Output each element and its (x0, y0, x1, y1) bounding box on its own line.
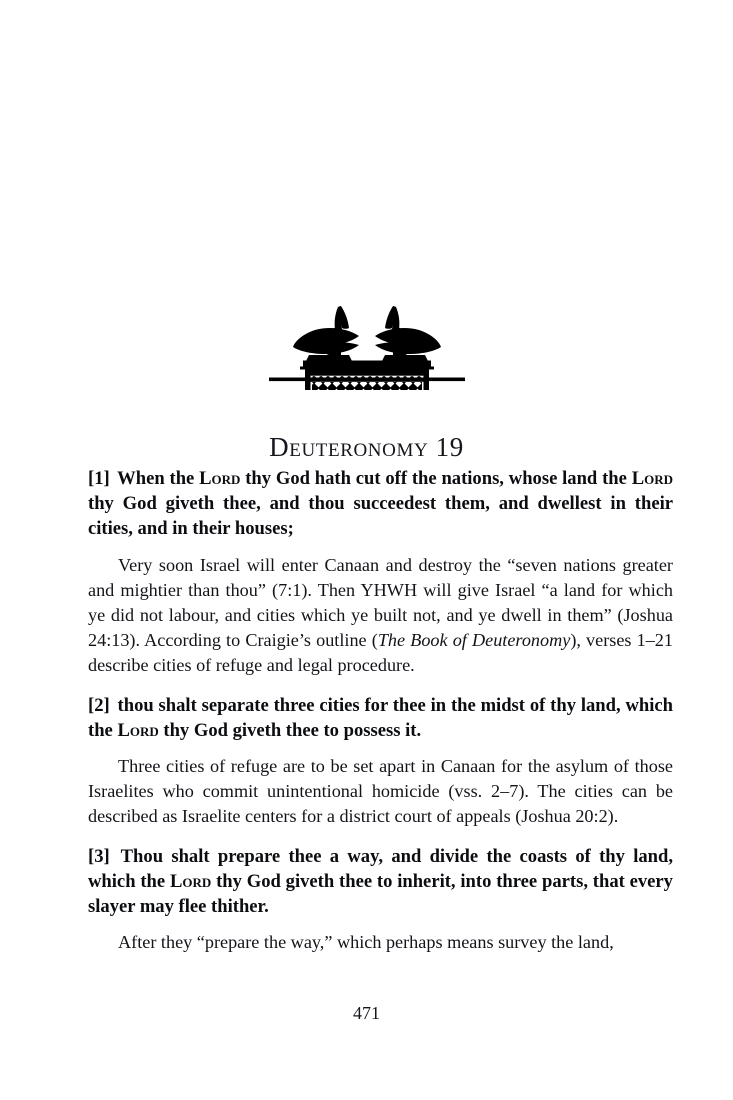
verse-block-2 (88, 693, 673, 743)
verse-block-1 (88, 466, 673, 542)
book-title-italic: The Book of Deuteronomy (377, 630, 571, 651)
commentary-text-segment: ), verses 1–21 describe cities of refuge and legal procedure. (88, 630, 673, 676)
commentary-text-segment: After they “prepare the way,” which perhaps means survey the land, (118, 932, 614, 953)
commentary-text-segment: Three cities of refuge are to be set apart in Canaan for the asylum of those Israelites who commit unintentional homicide (vss. 2–7). The cities can be described as Israelite centers for a district court of appeals (Joshua 20:2). (88, 756, 673, 827)
verse-text-segment: thy God giveth thee, and thou succeedest them, and dwellest in their cities, and in their houses; (88, 493, 673, 540)
verse-text-segment: thy God giveth thee to possess it. (158, 719, 422, 741)
page-number: 471 (353, 1003, 380, 1023)
body-text-column (88, 466, 673, 955)
page-title: Deuteronomy 19 (269, 432, 464, 463)
divine-name-smallcaps: Lord (169, 870, 212, 892)
ark-of-the-covenant-illustration (0, 298, 733, 390)
verse-text-segment: When the (117, 468, 200, 489)
verse-number: [2] (88, 694, 110, 716)
verse-text-segment: thy God giveth thee to inherit, into three parts, that every slayer may flee thither. (88, 870, 673, 918)
verse-text-segment: thy God hath cut off the nations, whose land the (240, 468, 632, 489)
verse-text-segment: thou shalt separate three cities for thee in the midst of thy land, which the (88, 694, 673, 741)
verse-number: [1] (88, 468, 110, 489)
verse-text-segment: Thou shalt prepare thee a way, and divide the coasts of thy land, which the (88, 845, 674, 892)
commentary-paragraph-2 (88, 754, 673, 830)
verse-number: [3] (88, 845, 110, 867)
divine-name-smallcaps: Lord (631, 468, 673, 489)
divine-name-smallcaps: Lord (199, 468, 241, 489)
commentary-paragraph-1 (88, 553, 673, 679)
verse-block-3 (88, 844, 673, 920)
divine-name-smallcaps: Lord (117, 719, 159, 741)
commentary-paragraph-3 (88, 930, 673, 955)
commentary-text-segment: Very soon Israel will enter Canaan and destroy the “seven nations greater and mightier than thou” (7:1). Then YHWH will give Israel “a land for which ye did not labour, and cities which ye built not, and ye dwell in them” (Joshua 24:13). According to Craigie’s outline ( (88, 554, 673, 651)
